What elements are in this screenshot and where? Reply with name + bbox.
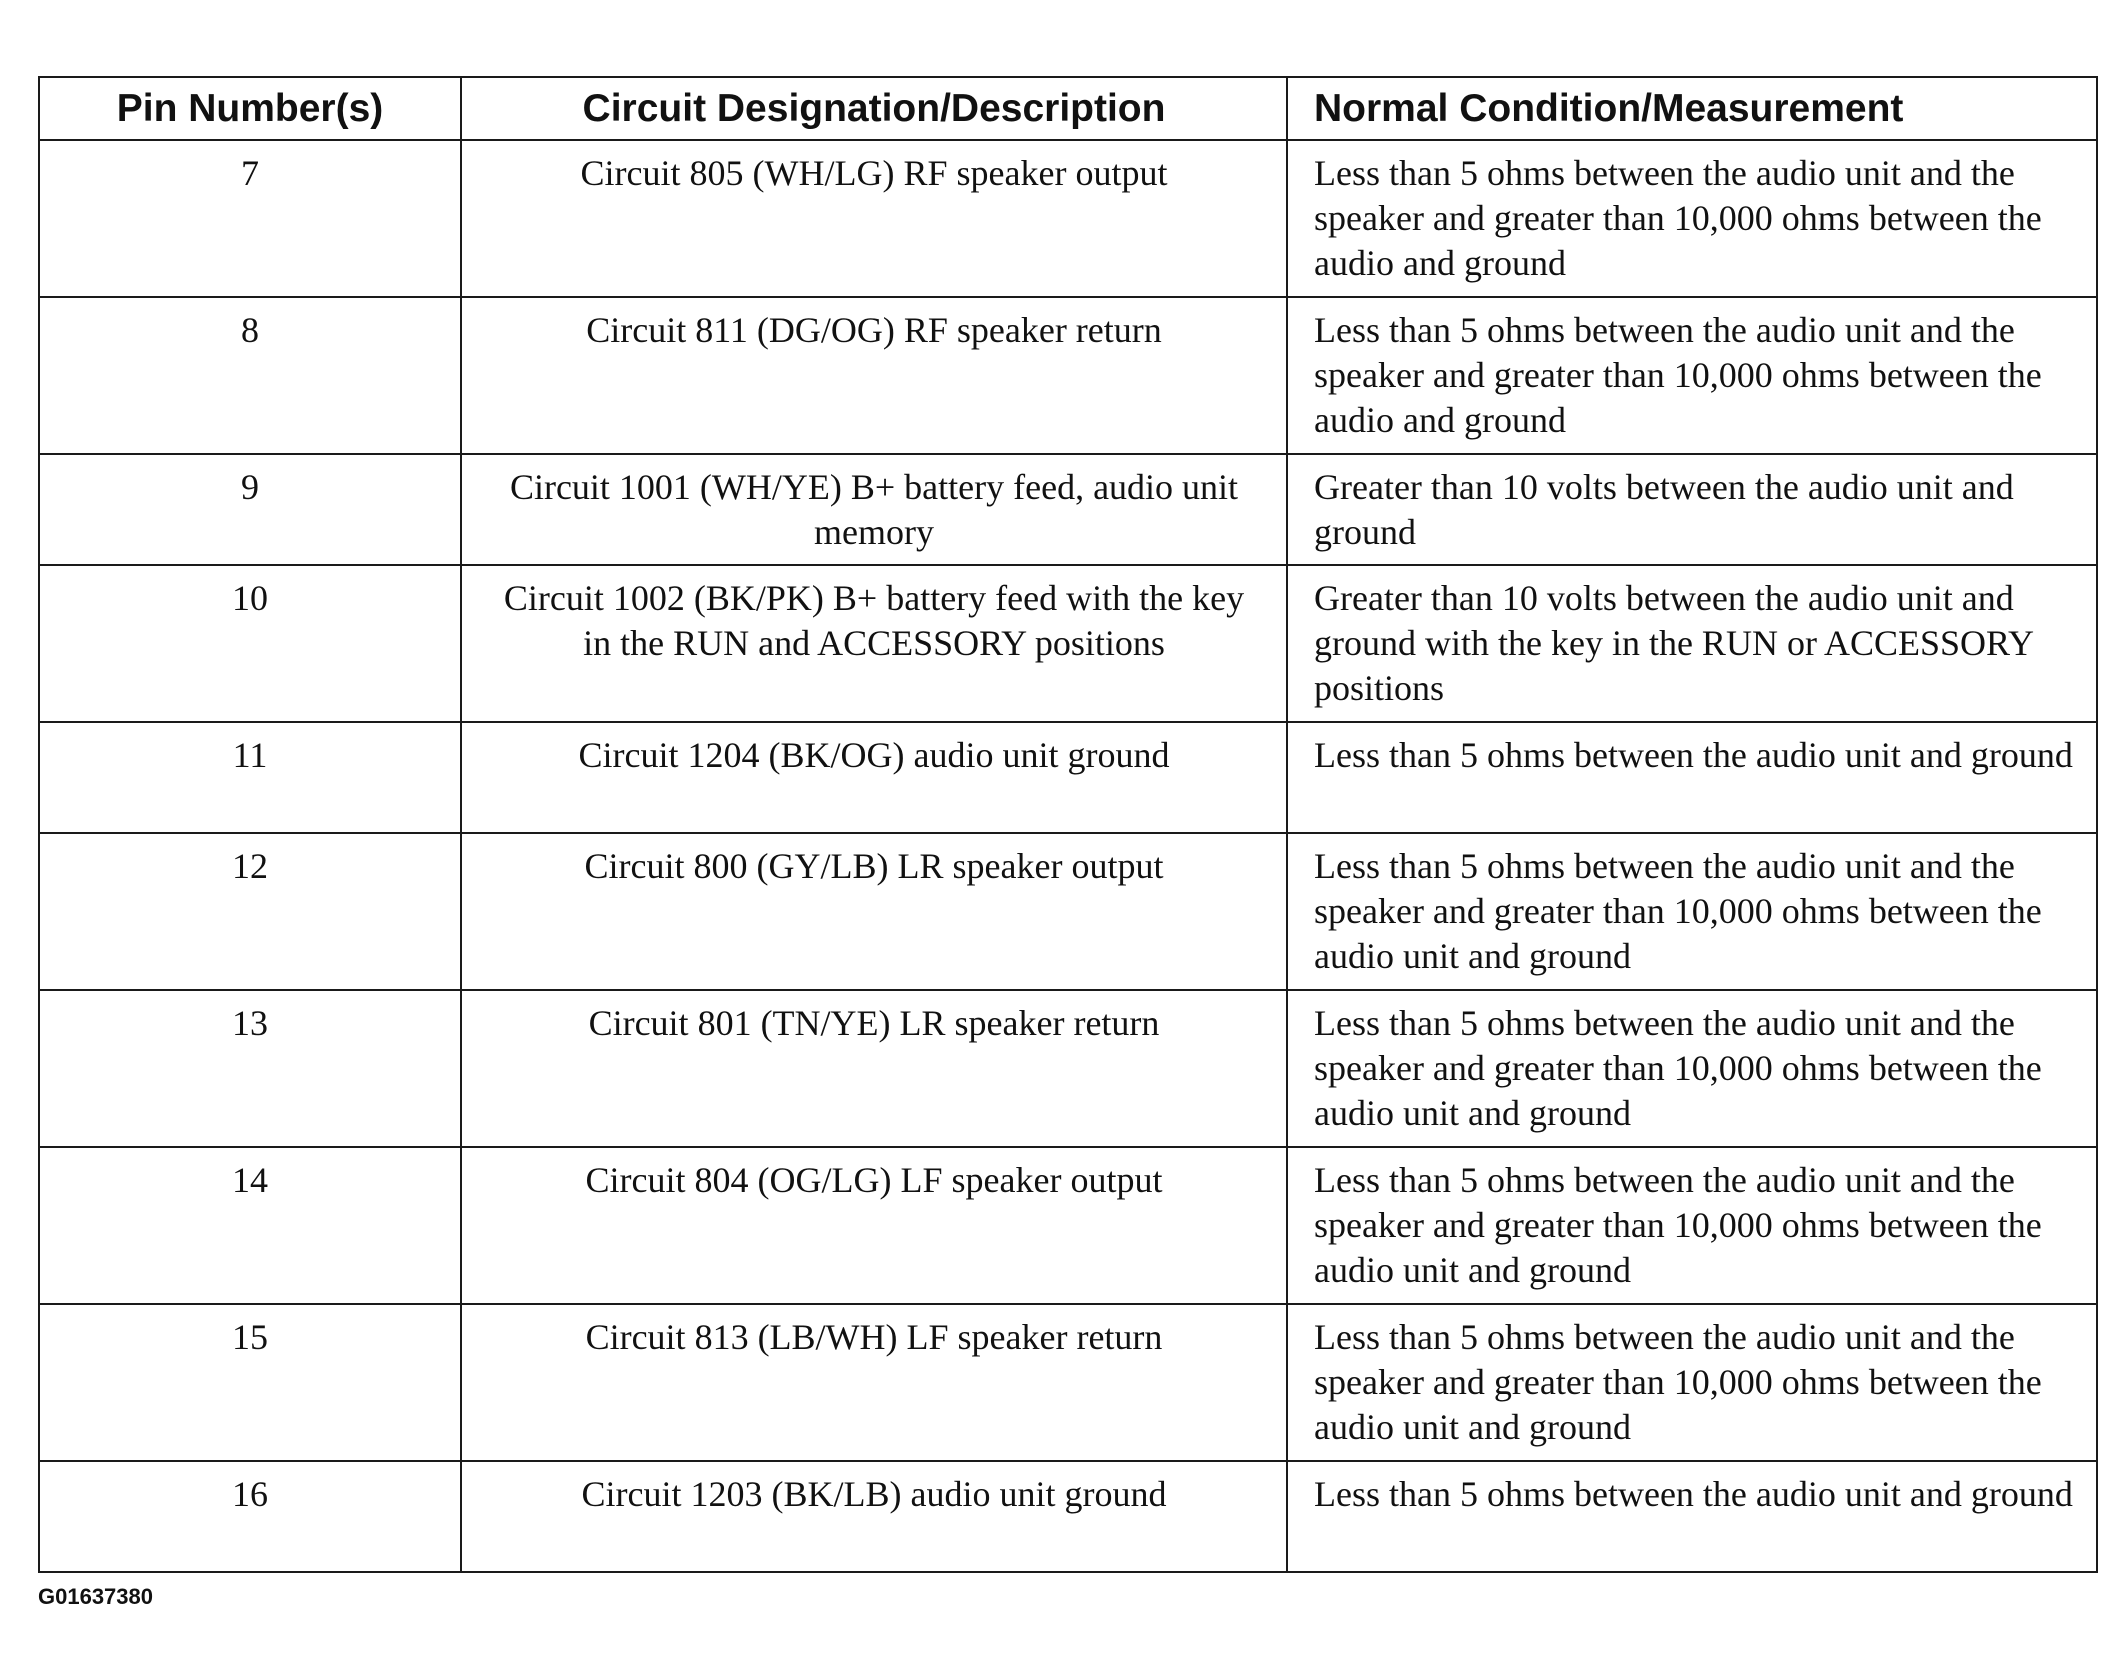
- measurement-cell: Greater than 10 volts between the audio unit and ground: [1287, 454, 2097, 565]
- pin-number-cell: 16: [39, 1461, 461, 1572]
- circuit-description-cell: Circuit 801 (TN/YE) LR speaker return: [461, 990, 1287, 1147]
- header-circuit-description: Circuit Designation/Description: [461, 77, 1287, 140]
- pin-number-cell: 10: [39, 565, 461, 722]
- table-row: [39, 1461, 2097, 1572]
- circuit-description-cell: Circuit 813 (LB/WH) LF speaker return: [461, 1304, 1287, 1461]
- circuit-description-cell: Circuit 811 (DG/OG) RF speaker return: [461, 297, 1287, 454]
- circuit-description-cell: Circuit 1001 (WH/YE) B+ battery feed, audio unit memory: [461, 454, 1287, 565]
- table-row: [39, 454, 2097, 565]
- header-normal-condition: Normal Condition/Measurement: [1287, 77, 2097, 140]
- table-row: [39, 1304, 2097, 1461]
- pin-number-cell: 15: [39, 1304, 461, 1461]
- pin-number-cell: 8: [39, 297, 461, 454]
- pin-number-cell: 11: [39, 722, 461, 833]
- measurement-cell: Less than 5 ohms between the audio unit and ground: [1287, 722, 2097, 833]
- measurement-cell: Less than 5 ohms between the audio unit and the speaker and greater than 10,000 ohms between the audio and ground: [1287, 140, 2097, 297]
- pin-number-cell: 13: [39, 990, 461, 1147]
- measurement-cell: Less than 5 ohms between the audio unit and the speaker and greater than 10,000 ohms between the audio unit and ground: [1287, 1304, 2097, 1461]
- pin-number-cell: 9: [39, 454, 461, 565]
- figure-code: G01637380: [38, 1584, 153, 1609]
- circuit-description-cell: Circuit 800 (GY/LB) LR speaker output: [461, 833, 1287, 990]
- header-pin-numbers: Pin Number(s): [39, 77, 461, 140]
- table-row: [39, 833, 2097, 990]
- table-row: [39, 1147, 2097, 1304]
- table-header-row: [39, 77, 2097, 140]
- measurement-cell: Less than 5 ohms between the audio unit and the speaker and greater than 10,000 ohms between the audio unit and ground: [1287, 833, 2097, 990]
- measurement-cell: Less than 5 ohms between the audio unit and the speaker and greater than 10,000 ohms between the audio and ground: [1287, 297, 2097, 454]
- pin-number-cell: 7: [39, 140, 461, 297]
- pin-number-cell: 14: [39, 1147, 461, 1304]
- circuit-description-cell: Circuit 1002 (BK/PK) B+ battery feed with the key in the RUN and ACCESSORY positions: [461, 565, 1287, 722]
- table-row: [39, 140, 2097, 297]
- pin-circuit-table: [38, 76, 2098, 1573]
- circuit-description-cell: Circuit 804 (OG/LG) LF speaker output: [461, 1147, 1287, 1304]
- pin-number-cell: 12: [39, 833, 461, 990]
- table-row: [39, 565, 2097, 722]
- circuit-description-cell: Circuit 1203 (BK/LB) audio unit ground: [461, 1461, 1287, 1572]
- measurement-cell: Less than 5 ohms between the audio unit and the speaker and greater than 10,000 ohms between the audio unit and ground: [1287, 990, 2097, 1147]
- circuit-description-cell: Circuit 805 (WH/LG) RF speaker output: [461, 140, 1287, 297]
- measurement-cell: Less than 5 ohms between the audio unit and the speaker and greater than 10,000 ohms between the audio unit and ground: [1287, 1147, 2097, 1304]
- measurement-cell: Less than 5 ohms between the audio unit and ground: [1287, 1461, 2097, 1572]
- table-row: [39, 722, 2097, 833]
- circuit-description-cell: Circuit 1204 (BK/OG) audio unit ground: [461, 722, 1287, 833]
- table-row: [39, 990, 2097, 1147]
- measurement-cell: Greater than 10 volts between the audio unit and ground with the key in the RUN or ACCESSORY positions: [1287, 565, 2097, 722]
- table-row: [39, 297, 2097, 454]
